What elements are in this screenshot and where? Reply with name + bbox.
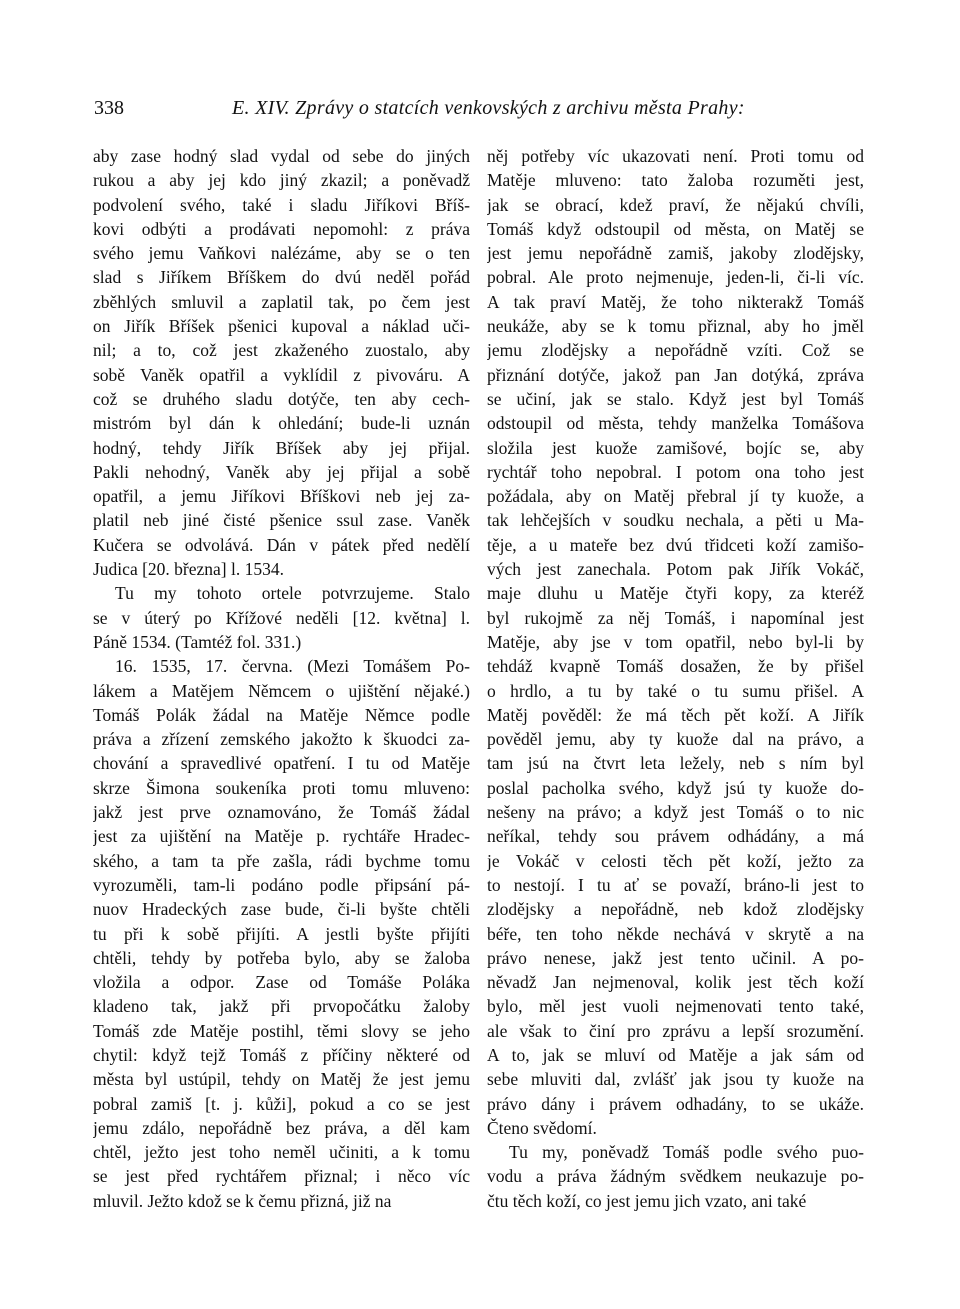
text-line: práva a zřízení zemského jakožto k škuodci za- [93,729,470,750]
page-number: 338 [94,97,124,119]
text-line: chytil: když tejž Tomáš z příčiny některé od [93,1044,470,1065]
text-line: sobě Vaněk opatřil a vyklídil z pivováru. A [93,364,470,385]
text-line: jemu zlodějsky a nepořádně vzíti. Což se [487,340,864,361]
text-line: Tomáš Polák žádal na Matěje Němce podle [93,704,470,725]
text-line: A to, jak se mluví od Matěje a jak sám od [487,1044,864,1065]
text-line: on Jiřík Bříšek pšenici kupoval a náklad uči- [93,316,470,337]
text-line: Čteno svědomí. [487,1117,597,1138]
text-line: platil neb jiné čisté pšenice ssul zase. Vaněk [93,510,470,531]
text-line: složila jest kuože zamišové, bojíc se, aby [487,437,864,458]
text-line: jest jemu nepořádně zamiš, jakoby zlodějsky, [487,243,864,264]
text-line: chtěli, tehdy by potřeba bylo, aby se žaloba [93,947,470,968]
text-line: Matěje mluveno: tato žaloba rozuměti jest, [487,170,864,191]
text-line: nešeny na právo; a když jest Tomáš o to nic [487,802,864,823]
text-line: tehdáž kvapně Tomáš dosažen, že by přišel [487,656,864,677]
text-line: Kučera se odvolává. Dán v pátek před nedělí [93,534,470,555]
text-line: přiznání dotýče, jakož pan Jan dotýká, zpráva [487,364,864,385]
text-line: ského, a tam ta pře zašla, rádi bychme tomu [93,850,470,871]
text-line: jest za ujištění na Matěje p. rychtáře Hradec- [93,826,470,847]
text-line: sebe mluviti dal, zvlášť jak jsou ty kuože na [487,1069,864,1090]
text-line: tam jsú na čtvrt leta ležely, neb s ním byl [487,753,864,774]
text-line: 16. 1535, 17. června. (Mezi Tomášem Po- [115,656,470,677]
text-line: pobral. Ale proto nejmenuje, jeden-li, či-li víc. [487,267,864,288]
text-line: se jest před rychtářem přiznal; i něco víc [93,1166,470,1187]
text-line: se v úterý po Křížové neděli [12. května] l. [93,607,470,628]
text-line: bylo, měl jest vuoli nejmenovati tento také, [487,996,864,1017]
text-line: béře, ten toho někde nechává v skrytě a na [487,923,864,944]
text-line: jemu zdálo, nepořádně bez práva, a děl kam [93,1117,470,1138]
text-line: odstoupil od města, tehdy manželka Tomášova [487,413,864,434]
text-line: je Vokáč v celosti těch pět koží, ježto za [487,850,864,871]
text-line: právo nenese, jakž jest tento učinil. A po- [487,947,864,968]
text-line: což se druhého sladu dotýče, ten aby cech- [93,388,470,409]
text-line: Judica [20. března] l. 1534. [93,559,284,580]
text-line: podvolení svého, také i sladu Jiříkovi Bříš- [93,194,470,215]
text-line: ale však to činí pro zprávu a lepší srozumění. [487,1020,864,1041]
text-line: to nestojí. I tu ať se považí, bráno-li jest to [487,874,864,895]
text-line: skrze Šimona soukeníka proti tomu mluveno: [93,777,470,798]
text-line: vyrozuměli, tam-li podáno podle připsání pá- [93,874,470,895]
text-line: vodu a práva žádným svědkem neukazuje po- [487,1166,864,1187]
text-line: chtěl, ježto jest toho neměl učiniti, a k tomu [93,1142,470,1163]
text-line: rukou a aby jej kdo jiný zkazil; a poněvadž [93,170,470,191]
text-line: poslal pacholka svého, když jsú ty kuože do- [487,777,864,798]
text-line: tu při k sobě přijíti. A jestli byšte přijíti [93,923,470,944]
text-line: Matěje, aby jse v tom opatřil, nebo byl-li by [487,631,864,652]
text-line: chování a spravedlivé opatření. I tu od Matěje [93,753,470,774]
text-line: hodný, tehdy Jiřík Bříšek aby jej přijal. [93,437,470,458]
right-column [487,144,864,1213]
text-line: Tomáš zde Matěje postihl, těmi slovy se jeho [93,1020,470,1041]
text-line: A tak praví Matěj, že toho nikterakž Tomáš [487,291,864,312]
text-line: Matěj pověděl: že má těch pět koží. A Jiřík [487,704,864,725]
text-line: kladeno tak, jakž při prvopočátku žaloby [93,996,470,1017]
text-line: neříkal, tehdy sou právem odhádány, a má [487,826,864,847]
text-line: slad s Jiříkem Bříškem do dvú neděl pořád [93,267,470,288]
text-line: se učiní, jak se stalo. Když jest byl Tomáš [487,388,864,409]
text-line: požádala, aby on Matěj přebral jí ty kuože, a [487,486,864,507]
text-line: Páně 1534. (Tamtéž fol. 331.) [93,631,302,652]
text-line: čtu těch koží, co jest jemu jich vzato, ani také [487,1190,807,1211]
text-line: pobral zamiš [t. j. kůži], pokud a co se jest [93,1093,470,1114]
text-line: zlodějsky a nepořádně, neb kdož zlodějsky [487,899,864,920]
running-head: E. XIV. Zprávy o statcích venkovských z archivu města Prahy: [232,97,745,119]
text-line: jak se obrací, kdež praví, že nějakú chvíli, [487,194,864,215]
text-line: Tu my tohoto ortele potvrzujeme. Stalo [115,583,470,604]
text-line: byl rukojmě za něj Tomáš, i napomínal jest [487,607,864,628]
text-line: města byl ustúpil, tehdy on Matěj že jest jemu [93,1069,470,1090]
left-column [93,144,470,1213]
text-line: svého jemu Vaňkovi nalézáme, aby se o ten [93,243,470,264]
text-line: o hrdlo, a tu by také o tu sumu přišel. A [487,680,864,701]
text-line: nuov Hradeckých zase bude, či-li byšte chtěli [93,899,470,920]
text-line: Pakli nehodný, Vaněk aby jej přijal a sobě [93,461,470,482]
text-line: Tomáš když odstoupil od města, on Matěj se [487,218,864,239]
text-line: jakž jest prve oznamováno, že Tomáš žádal [93,802,470,823]
text-line: aby zase hodný slad vydal od sebe do jiných [93,146,470,166]
text-line: mluvil. Ježto kdož se k čemu přizná, již na [93,1190,392,1211]
text-line: těje, a u mateře bez dvú třidceti koží zamišo- [487,534,864,555]
text-line: opatřil, a jemu Jiříkovi Bříškovi neb jej za- [93,486,470,507]
text-line: lákem a Matějem Němcem o ujištění nějaké.) [93,680,470,701]
text-line: právo dány i právem odhadány, to se ukáže. [487,1093,864,1114]
text-line: rychtář toho nepobral. I potom ona toho jest [487,461,864,482]
text-line: neukáže, aby se k tomu přiznal, aby ho jměl [487,316,864,337]
text-line: maje dluhu u Matěje čtyři kopy, za kteréž [487,583,864,604]
text-line: pověděl jemu, aby ty kuože dal na právo, a [487,729,864,750]
text-line: něvadž Jan nejmenoval, kolik jest těch koží [487,972,864,993]
text-line: vých jest zanechala. Potom pak Jiřík Vokáč, [487,559,864,580]
text-line: nil; a to, což jest zkaženého zuostalo, aby [93,340,470,361]
text-line: tak lehčejších v soudku nechala, a pěti u Ma- [487,510,864,531]
text-line: mistróm byl dán k ohledání; bude-li uznán [93,413,470,434]
text-line: vložila a odpor. Zase od Tomáše Poláka [93,972,470,993]
text-line: zběhlých smluvil a zaplatil tak, po čem jest [93,291,470,312]
text-line: kovi odbýti a prodávati nepomohl: z práva [93,218,470,239]
text-line: něj potřeby víc ukazovati není. Proti tomu od [487,146,864,166]
text-line: Tu my, poněvadž Tomáš podle svého puo- [509,1142,864,1163]
